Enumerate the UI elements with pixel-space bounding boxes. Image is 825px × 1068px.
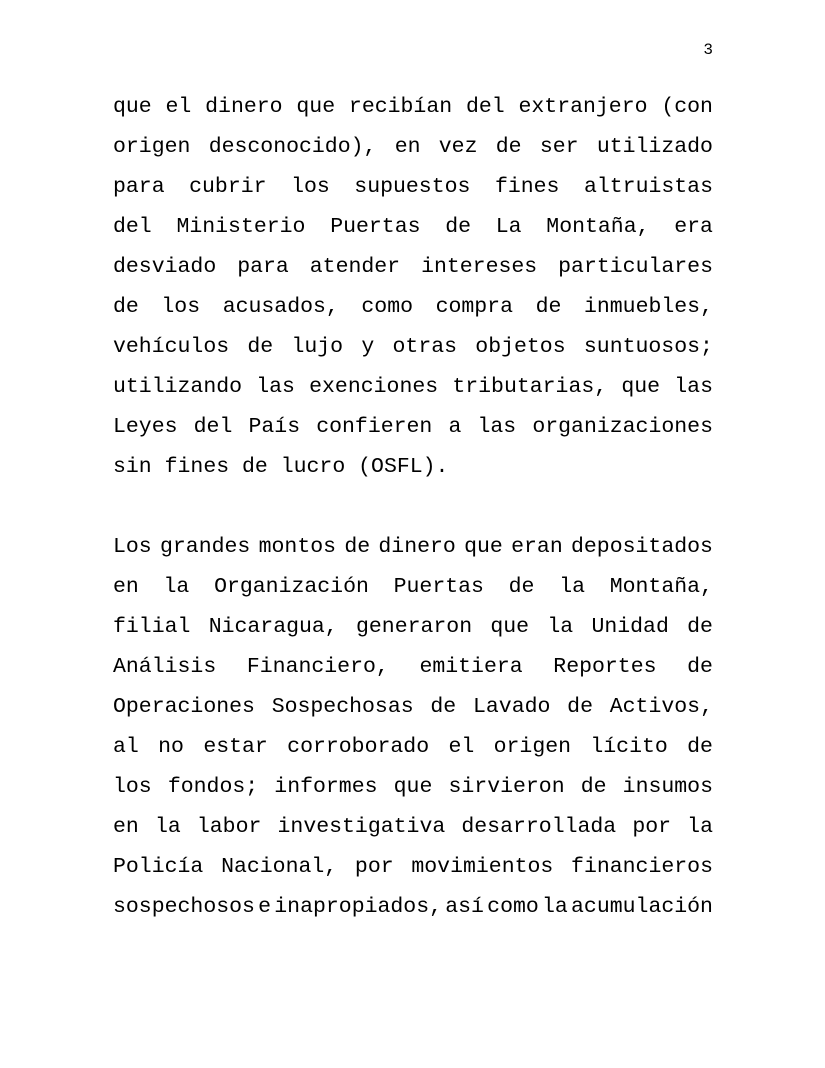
- word: organizaciones: [532, 415, 713, 439]
- word: la: [542, 895, 568, 919]
- word: lícito: [590, 735, 668, 759]
- text-line: [113, 687, 713, 727]
- word: las: [477, 415, 517, 439]
- word: corroborado: [287, 735, 430, 759]
- word: los: [113, 775, 152, 799]
- word: la: [687, 815, 713, 839]
- word: intereses: [421, 255, 538, 279]
- word: que: [393, 775, 433, 799]
- text-line: [113, 407, 713, 447]
- word: financieros: [571, 855, 713, 879]
- word: para: [237, 255, 289, 279]
- word: Leyes: [113, 415, 178, 439]
- word: de: [567, 695, 593, 719]
- word: que: [296, 95, 336, 119]
- word: no: [158, 735, 184, 759]
- word: dinero: [378, 535, 456, 559]
- word: como: [487, 895, 539, 919]
- text-line: [113, 247, 713, 287]
- word: tributarias,: [452, 375, 608, 399]
- word: Policía: [113, 855, 204, 879]
- word: sirvieron: [448, 775, 565, 799]
- word: grandes: [160, 535, 251, 559]
- word: fines: [494, 175, 560, 199]
- word: Operaciones: [113, 695, 255, 719]
- word: recibían: [348, 95, 453, 119]
- word: estar: [203, 735, 268, 759]
- word: del: [113, 215, 152, 239]
- word: movimientos: [411, 855, 554, 879]
- word: la: [154, 815, 181, 839]
- word: de: [495, 135, 522, 159]
- word: de: [247, 335, 274, 359]
- word: por: [632, 815, 672, 839]
- word: Sospechosas: [271, 695, 414, 719]
- word: los: [161, 295, 201, 319]
- word: en: [113, 815, 139, 839]
- word: Reportes: [553, 655, 657, 679]
- word: exenciones: [309, 375, 439, 399]
- text-line: [113, 607, 713, 647]
- word: era: [674, 215, 713, 239]
- word: Puertas: [330, 215, 421, 239]
- text-line: [113, 887, 713, 927]
- word: particulares: [558, 255, 713, 279]
- word: de: [113, 295, 139, 319]
- word: Organización: [214, 575, 369, 599]
- word: inapropiados,: [274, 895, 443, 919]
- text-line: [113, 847, 713, 887]
- text-line: [113, 727, 713, 767]
- word: dinero: [205, 95, 283, 119]
- word: utilizando: [113, 375, 243, 399]
- word: acusados,: [222, 295, 339, 319]
- word: la: [559, 575, 585, 599]
- word: atender: [309, 255, 401, 279]
- paragraph: [113, 527, 713, 927]
- word: desarrollada: [461, 815, 617, 839]
- word: para: [113, 175, 165, 199]
- text-line: [113, 767, 713, 807]
- word: filial: [113, 615, 191, 639]
- text-line: [113, 287, 713, 327]
- word: de: [687, 615, 713, 639]
- word: sospechosos: [113, 895, 255, 919]
- word: informes: [274, 775, 378, 799]
- word: acumulación: [571, 895, 713, 919]
- word: utilizado: [596, 135, 713, 159]
- word: labor: [196, 815, 262, 839]
- word: eran: [511, 535, 563, 559]
- word: depositados: [571, 535, 713, 559]
- word: los: [291, 175, 330, 199]
- text-line: [113, 647, 713, 687]
- word: Activos,: [609, 695, 713, 719]
- word: Análisis: [113, 655, 217, 679]
- word: emitiera: [419, 655, 523, 679]
- word: altruistas: [583, 175, 713, 199]
- text-line: [113, 527, 713, 567]
- word: de: [580, 775, 607, 799]
- word: que: [464, 535, 503, 559]
- text-line: [113, 167, 713, 207]
- text-line: [113, 327, 713, 367]
- word: del: [193, 415, 233, 439]
- word: ser: [539, 135, 579, 159]
- text-line: [113, 367, 713, 407]
- word: Puertas: [393, 575, 484, 599]
- word: suntuosos;: [583, 335, 713, 359]
- word: origen: [493, 735, 572, 759]
- word: Nacional,: [221, 855, 338, 879]
- text-line: [113, 127, 713, 167]
- text-line: [113, 87, 713, 127]
- word: (con: [661, 95, 713, 119]
- word: la: [547, 615, 574, 639]
- word: Financiero,: [246, 655, 389, 679]
- document-body: [113, 87, 713, 927]
- word: de: [508, 575, 535, 599]
- text-line: sin fines de lucro (OSFL).: [113, 455, 449, 479]
- word: fondos;: [167, 775, 259, 799]
- word: Nicaragua,: [208, 615, 338, 639]
- word: de: [687, 735, 713, 759]
- word: que: [490, 615, 530, 639]
- word: montos: [258, 535, 337, 559]
- word: de: [430, 695, 457, 719]
- word: de: [687, 655, 713, 679]
- word: investigativa: [277, 815, 446, 839]
- word: en: [113, 575, 139, 599]
- word: y: [361, 335, 375, 359]
- word: otras: [392, 335, 458, 359]
- word: a: [448, 415, 462, 439]
- word: de: [535, 295, 562, 319]
- word: el: [448, 735, 475, 759]
- word: Lavado: [472, 695, 551, 719]
- word: Los: [113, 535, 152, 559]
- word: compra: [435, 295, 513, 319]
- word: lujo: [291, 335, 344, 359]
- word: extranjero: [518, 95, 648, 119]
- word: e: [258, 895, 272, 919]
- word: desviado: [113, 255, 217, 279]
- paragraph: [113, 87, 713, 487]
- text-line: [113, 207, 713, 247]
- word: Montaña,: [546, 215, 650, 239]
- word: confieren: [316, 415, 433, 439]
- word: que: [621, 375, 661, 399]
- word: de: [445, 215, 472, 239]
- text-line: [113, 567, 713, 607]
- word: supuestos: [354, 175, 471, 199]
- word: insumos: [622, 775, 713, 799]
- word: Ministerio: [176, 215, 306, 239]
- word: así: [445, 895, 484, 919]
- word: por: [354, 855, 394, 879]
- word: que: [113, 95, 152, 119]
- word: País: [248, 415, 301, 439]
- word: vez: [438, 135, 478, 159]
- word: las: [256, 375, 295, 399]
- word: vehículos: [113, 335, 230, 359]
- page-number: 3: [703, 41, 713, 59]
- word: de: [344, 535, 371, 559]
- word: Unidad: [591, 615, 669, 639]
- word: en: [394, 135, 421, 159]
- word: origen: [113, 135, 191, 159]
- word: como: [361, 295, 413, 319]
- word: generaron: [355, 615, 473, 639]
- word: Montaña,: [609, 575, 713, 599]
- word: cubrir: [189, 175, 267, 199]
- word: La: [495, 215, 522, 239]
- word: al: [113, 735, 139, 759]
- word: la: [163, 575, 190, 599]
- word: el: [165, 95, 192, 119]
- word: desconocido),: [208, 135, 377, 159]
- word: inmuebles,: [583, 295, 713, 319]
- word: las: [674, 375, 713, 399]
- word: del: [465, 95, 505, 119]
- text-line: [113, 807, 713, 847]
- word: objetos: [475, 335, 566, 359]
